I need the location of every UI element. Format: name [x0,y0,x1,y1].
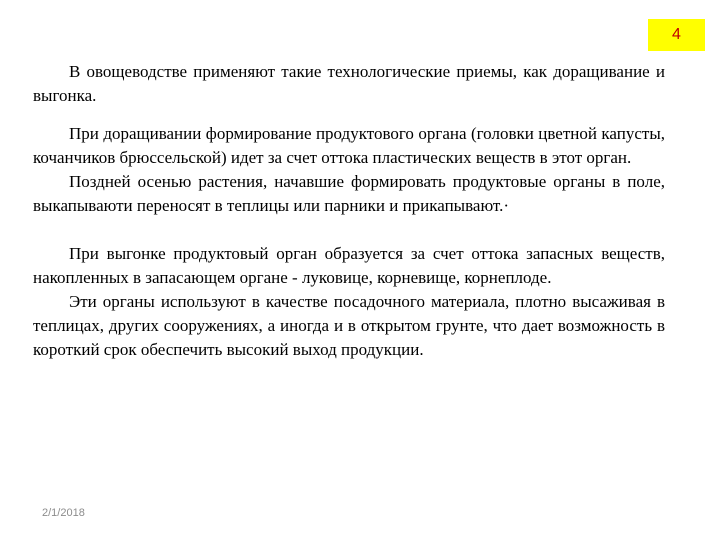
paragraph-planting-material: Эти органы используют в качестве посадочного материала, плотно высаживая в теплицах, других сооружениях, а иногда и в открытом грунте, что дает возможность в короткий срок обеспечить высокий выход продукции. [33,292,665,359]
paragraph-vygonka: При выгонке продуктовый орган образуется за счет оттока запасных веществ, накопленных в запасающем органе - луковице, корневище, корнеплоде. [33,244,665,287]
paragraph-autumn-transplant: Поздней осенью растения, начавшие формировать продуктовые органы в поле, выкапываюти переносят в теплицы или парники и прикапывают.· [33,172,665,215]
slide-number-badge [648,19,705,51]
slide-number: 4 [672,26,681,43]
paragraph-intro: В овощеводстве применяют такие технологические приемы, как доращивание и выгонка. [33,62,665,105]
slide-body [33,60,665,362]
paragraph-dorashivanie: При доращивании формирование продуктового органа (головки цветной капусты, кочанчиков брюссельской) идет за счет оттока пластических веществ в этот орган. [33,124,665,167]
footer-date: 2/1/2018 [42,507,85,519]
